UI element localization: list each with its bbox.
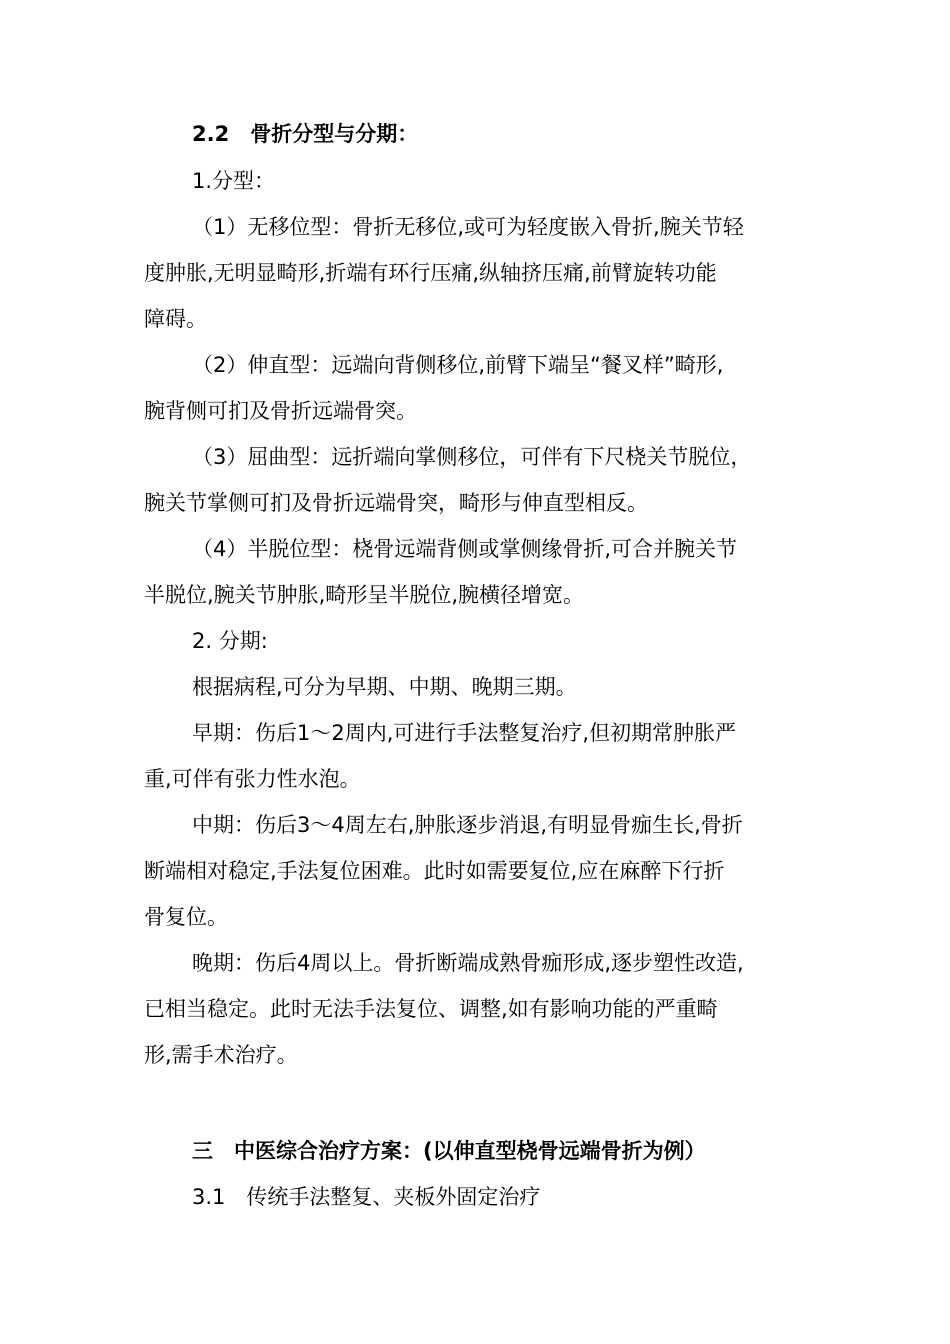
paragraph-line: （1）无移位型：骨折无移位,或可为轻度嵌入骨折,腕关节轻 [192,215,744,239]
paragraph-line: 断端相对稳定,手法复位困难。此时如需要复位,应在麻醉下行折 [144,859,725,883]
paragraph-line: 障碍。 [144,307,207,331]
paragraph-line: 晚期：伤后4周以上。骨折断端成熟骨痂形成,逐步塑性改造, [192,951,744,975]
paragraph-line: （4）半脱位型：桡骨远端背侧或掌侧缘骨折,可合并腕关节 [192,537,738,561]
subheading-classification: 1.分型： [192,169,276,193]
paragraph-line: 腕背侧可扪及骨折远端骨突。 [144,399,417,423]
paragraph-line: 半脱位,腕关节肿胀,畸形呈半脱位,腕横径增宽。 [144,583,585,607]
paragraph-line: 度肿胀,无明显畸形,折端有环行压痛,纵轴挤压痛,前臂旋转功能 [144,261,717,285]
paragraph-line: 已相当稳定。此时无法手法复位、调整,如有影响功能的严重畸 [144,997,718,1021]
section-heading-3: 三 中医综合治疗方案：(以伸直型桡骨远端骨折为例） [192,1139,706,1163]
paragraph-line: （2）伸直型：远端向背侧移位,前臂下端呈“餐叉样”畸形, [192,353,724,377]
paragraph-line: 骨复位。 [144,905,228,929]
paragraph-line: 早期：伤后1～2周内,可进行手法整复治疗,但初期常肿胀严 [192,721,737,745]
paragraph-line: 腕关节掌侧可扪及骨折远端骨突，畸形与伸直型相反。 [144,491,648,515]
subheading-staging: 2. 分期: [192,629,268,653]
paragraph-line: 中期：伤后3～4周左右,肿胀逐步消退,有明显骨痂生长,骨折 [192,813,743,837]
paragraph-line: （3）屈曲型：远折端向掌侧移位，可伴有下尺桡关节脱位， [192,445,752,469]
section-heading-2-2: 2.2 骨折分型与分期： [192,122,419,146]
subheading-3-1: 3.1 传统手法整复、夹板外固定治疗 [192,1185,541,1209]
paragraph-line: 重,可伴有张力性水泡。 [144,767,361,791]
paragraph-line: 形,需手术治疗。 [144,1043,298,1067]
paragraph-line: 根据病程,可分为早期、中期、晚期三期。 [192,675,577,699]
